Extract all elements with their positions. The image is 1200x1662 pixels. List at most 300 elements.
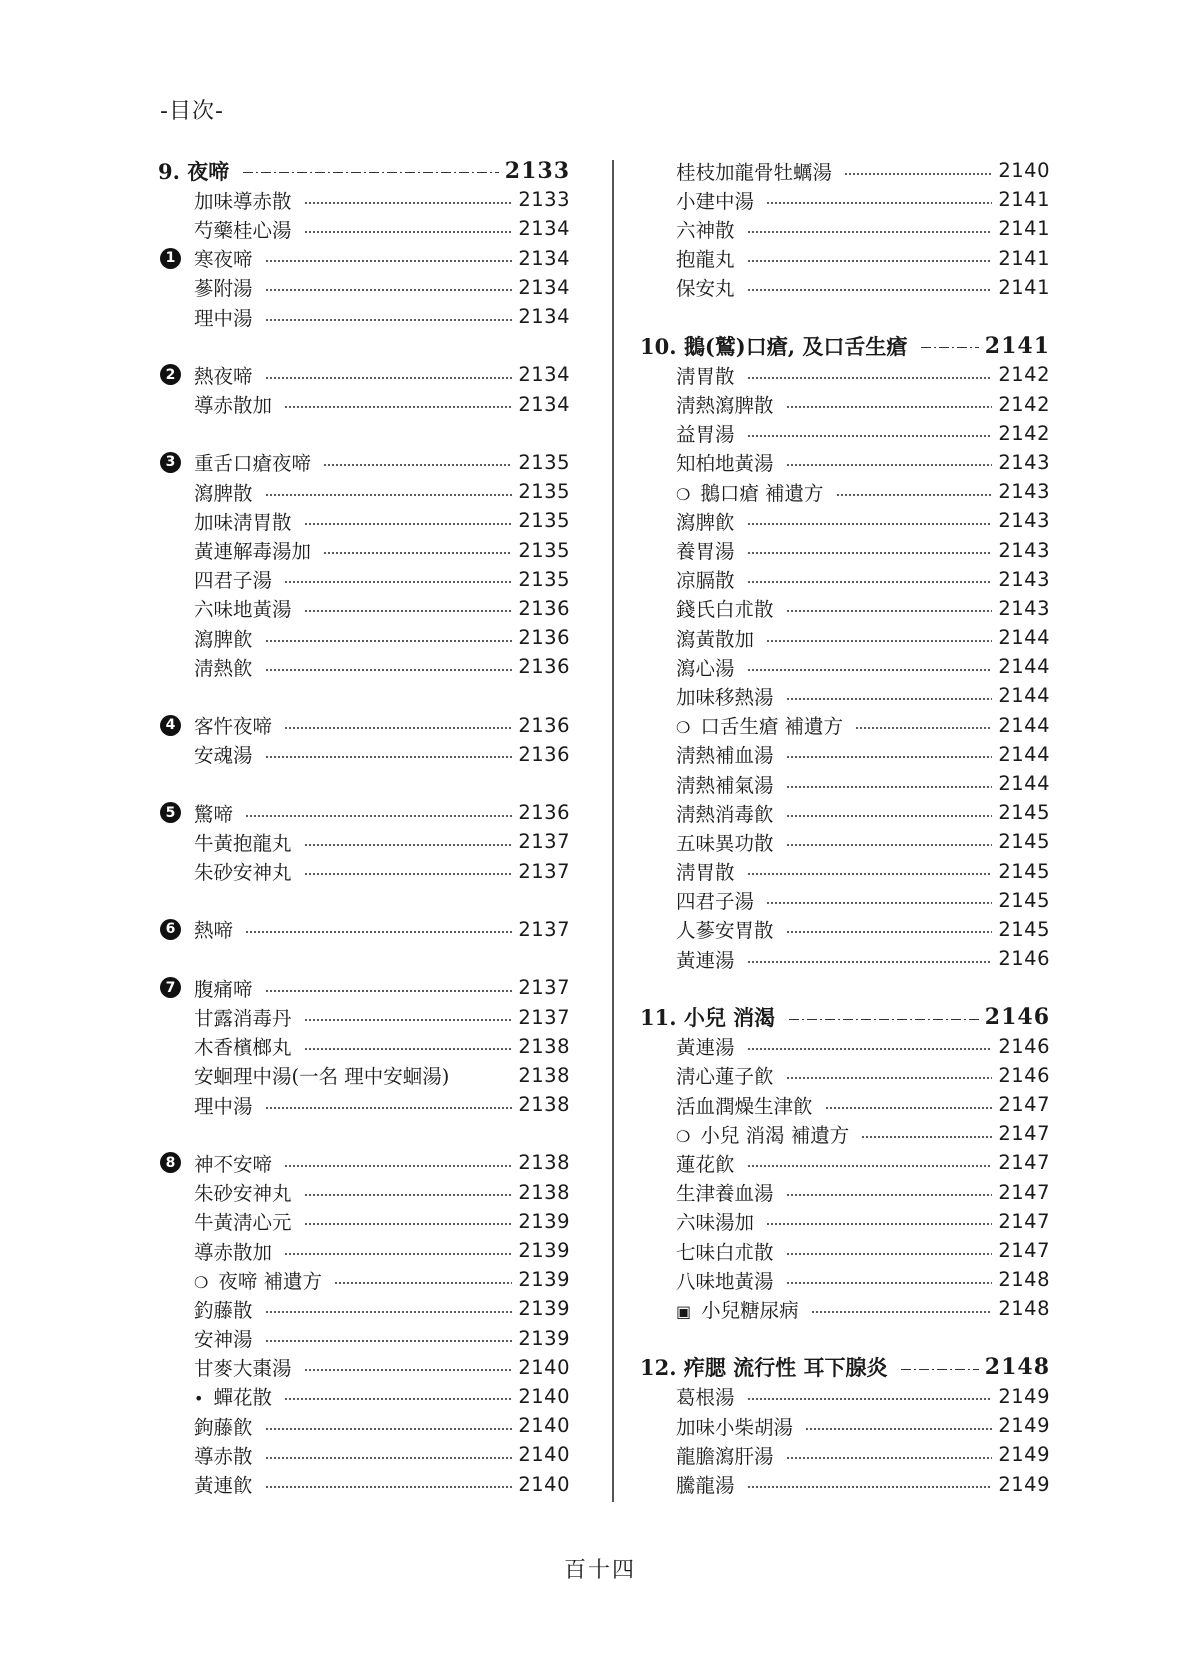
page-number: 2138: [518, 1151, 570, 1175]
entry-text: 蔘附湯: [194, 277, 253, 301]
dot-leader: [844, 173, 992, 175]
toc-entry[interactable]: [640, 506, 1050, 535]
page-number: 2143: [998, 538, 1050, 562]
section-number: 12.: [640, 1355, 677, 1381]
entry-label: [676, 1441, 786, 1469]
hollow-circle-icon: ❍: [676, 1126, 691, 1146]
entry-text: 導赤散加: [194, 1240, 273, 1264]
dot-leader: [304, 1223, 513, 1225]
entry-label: [194, 1295, 265, 1323]
entry-text: 八味地黃湯: [676, 1269, 774, 1293]
toc-entry[interactable]: [640, 1440, 1050, 1469]
toc-entry[interactable]: [158, 1353, 570, 1382]
entry-text: 夜啼 補遺方: [218, 1269, 323, 1293]
entry-text: 朱砂安神丸: [194, 1182, 292, 1206]
entry-text: 瀉脾飮: [676, 510, 735, 534]
page-number: 2141: [998, 275, 1050, 299]
dash-leader: [901, 1369, 978, 1370]
page-number: 2144: [998, 742, 1050, 766]
entry-text: 熱啼: [194, 919, 234, 943]
section-title: [640, 331, 921, 361]
toc-entry[interactable]: [640, 185, 1050, 214]
toc-entry[interactable]: [640, 565, 1050, 594]
toc-entry[interactable]: [158, 1265, 570, 1294]
toc-entry[interactable]: [158, 1148, 570, 1177]
entry-label: [676, 770, 786, 798]
toc-entry[interactable]: [640, 798, 1050, 827]
dot-leader: [265, 1340, 513, 1342]
page-number: 2147: [998, 1239, 1050, 1263]
toc-entry[interactable]: [640, 156, 1050, 185]
toc-entry[interactable]: [640, 1090, 1050, 1119]
dot-leader: [786, 1253, 993, 1255]
entry-text: 鵝口瘡 補遺方: [700, 481, 824, 505]
square-box-icon: ▣: [676, 1301, 692, 1321]
entry-label: [194, 1207, 304, 1235]
entry-text: 朱砂安神丸: [194, 861, 292, 885]
entry-text: 導赤散加: [194, 394, 273, 418]
page-number: 2135: [518, 480, 570, 504]
dot-leader: [265, 1457, 513, 1459]
section-number: 9.: [158, 158, 180, 184]
entry-label: [194, 594, 304, 622]
entry-label: [676, 244, 747, 272]
dot-leader: [766, 1223, 992, 1225]
toc-entry[interactable]: [158, 1440, 570, 1469]
section-title: [640, 1352, 901, 1382]
toc-entry[interactable]: [640, 623, 1050, 652]
entry-label: [194, 1149, 284, 1177]
page-number: 2141: [998, 217, 1050, 241]
toc-entry[interactable]: [158, 1294, 570, 1323]
page-number: 2136: [518, 596, 570, 620]
entry-text: 保安丸: [676, 277, 735, 301]
entry-label: [676, 799, 786, 827]
dot-leader: [786, 1077, 993, 1079]
page-number: 2136: [518, 655, 570, 679]
toc-entry[interactable]: [158, 506, 570, 535]
entry-text: 牛黃淸心元: [194, 1211, 292, 1235]
toc-entry[interactable]: [640, 1207, 1050, 1236]
toc-entry[interactable]: [640, 681, 1050, 710]
dot-leader: [304, 202, 513, 204]
toc-section-heading[interactable]: [640, 331, 1050, 360]
dot-leader: [786, 1457, 993, 1459]
entry-text: 淸心蓮子飮: [676, 1065, 774, 1089]
entry-label: [194, 1003, 304, 1031]
page-number: 2143: [998, 567, 1050, 591]
toc-entry[interactable]: [640, 711, 1050, 740]
page-number: 2136: [518, 626, 570, 650]
entry-text: 寒夜啼: [194, 248, 253, 272]
entry-text: 桂枝加龍骨牡蠣湯: [676, 160, 833, 184]
toc-entry[interactable]: [158, 448, 570, 477]
toc-entry[interactable]: [640, 390, 1050, 419]
entry-text: 五味異功散: [676, 831, 774, 855]
dot-leader: [747, 1486, 993, 1488]
toc-entry[interactable]: [158, 857, 570, 886]
page-number: 2142: [998, 421, 1050, 445]
toc-entry[interactable]: [640, 244, 1050, 273]
page-number: 2138: [518, 1063, 570, 1087]
dot-leader: [786, 931, 993, 933]
entry-text: 淸熱瀉脾散: [676, 394, 774, 418]
entry-label: [194, 1382, 284, 1410]
entry-label: [676, 565, 747, 593]
dot-leader: [284, 1398, 512, 1400]
dot-leader: [747, 581, 993, 583]
page-number: 2144: [998, 655, 1050, 679]
page-number: 2135: [518, 538, 570, 562]
entry-marker: [158, 364, 194, 385]
toc-section-heading[interactable]: [158, 156, 570, 185]
dot-leader: [245, 931, 512, 933]
page-number: 2149: [998, 1414, 1050, 1438]
toc-entry[interactable]: [640, 1294, 1050, 1323]
entry-text: 凉膈散: [676, 569, 735, 593]
toc-spacer: [640, 1324, 1050, 1353]
toc-entry[interactable]: [158, 185, 570, 214]
toc-entry[interactable]: [158, 1090, 570, 1119]
circled-number-icon: 1: [160, 248, 181, 269]
page-number: 2146: [998, 1034, 1050, 1058]
entry-text: 黃連飮: [194, 1474, 253, 1498]
toc-entry[interactable]: [158, 1469, 570, 1498]
dot-leader: [304, 873, 513, 875]
dot-leader: [304, 1048, 513, 1050]
entry-label: [676, 157, 844, 185]
toc-entry[interactable]: [158, 915, 570, 944]
dot-leader: [747, 552, 993, 554]
circled-number-icon: 7: [160, 977, 181, 998]
entry-text: 客忤夜啼: [194, 715, 273, 739]
entry-text: 牛黃抱龍丸: [194, 831, 292, 855]
page-number: 2148: [998, 1268, 1050, 1292]
toc-entry[interactable]: [640, 827, 1050, 856]
toc-entry[interactable]: [158, 1382, 570, 1411]
page-number: 2134: [518, 275, 570, 299]
toc-left-column: [158, 156, 570, 1499]
page-number: 2144: [998, 684, 1050, 708]
page-number: 2139: [518, 1239, 570, 1263]
page-number: 2146: [998, 1063, 1050, 1087]
entry-text: 木香檳榔丸: [194, 1036, 292, 1060]
entry-text: 加味小柴胡湯: [676, 1415, 794, 1439]
toc-entry[interactable]: [158, 973, 570, 1002]
toc-entry[interactable]: [640, 594, 1050, 623]
toc-entry[interactable]: [640, 1119, 1050, 1148]
dot-leader: [836, 494, 993, 496]
entry-label: [194, 1266, 334, 1294]
toc-entry[interactable]: [640, 652, 1050, 681]
section-title: [640, 1002, 789, 1032]
page-number: 2145: [998, 859, 1050, 883]
entry-text: 四君子湯: [194, 569, 273, 593]
toc-entry[interactable]: [158, 535, 570, 564]
section-title: [158, 156, 243, 186]
toc-entry[interactable]: [640, 857, 1050, 886]
section-label: 痄腮 流行性 耳下腺炎: [683, 1355, 888, 1381]
toc-entry[interactable]: [640, 477, 1050, 506]
entry-text: 瀉脾散: [194, 481, 253, 505]
entry-marker: [158, 715, 194, 736]
entry-label: [676, 448, 786, 476]
entry-label: [676, 419, 747, 447]
toc-entry[interactable]: [158, 244, 570, 273]
entry-text: 安魂湯: [194, 744, 253, 768]
toc-entry[interactable]: [640, 1178, 1050, 1207]
page-number: 2147: [998, 1151, 1050, 1175]
toc-entry[interactable]: [158, 390, 570, 419]
dot-leader: [747, 435, 993, 437]
toc-entry[interactable]: [640, 1382, 1050, 1411]
entry-label: [676, 915, 786, 943]
toc-entry[interactable]: [640, 1061, 1050, 1090]
toc-entry[interactable]: [158, 1061, 570, 1090]
dash-leader: [789, 1019, 979, 1020]
toc-entry[interactable]: [640, 1148, 1050, 1177]
entry-text: 黃連解毒湯加: [194, 540, 312, 564]
entry-text: 重舌口瘡夜啼: [194, 452, 312, 476]
page-number: 2147: [998, 1209, 1050, 1233]
entry-text: 龍膽瀉肝湯: [676, 1444, 774, 1468]
toc-entry[interactable]: [640, 448, 1050, 477]
dot-leader: [265, 669, 513, 671]
dot-leader: [747, 961, 993, 963]
page-number: 2141: [998, 188, 1050, 212]
page-number: 2136: [518, 801, 570, 825]
entry-label: [194, 1353, 304, 1381]
dot-leader: [766, 202, 992, 204]
entry-marker: [158, 802, 194, 823]
entry-label: [194, 711, 284, 739]
toc-entry[interactable]: [640, 360, 1050, 389]
toc-entry[interactable]: [158, 740, 570, 769]
entry-text: 六神散: [676, 218, 735, 242]
entry-text: 安蛔理中湯(一名 理中安蛔湯): [194, 1065, 450, 1089]
entry-text: 瀉心湯: [676, 656, 735, 680]
page-number: 2135: [518, 509, 570, 533]
toc-entry[interactable]: [640, 944, 1050, 973]
entry-label: [676, 1178, 786, 1206]
entry-label: [194, 1091, 265, 1119]
dot-leader: [334, 1282, 512, 1284]
toc-entry[interactable]: [158, 360, 570, 389]
page-number: 2134: [518, 363, 570, 387]
toc-entry[interactable]: [158, 1411, 570, 1440]
entry-label: [676, 1061, 786, 1089]
page-number: 2146: [984, 1004, 1050, 1031]
entry-text: 腹痛啼: [194, 977, 253, 1001]
entry-label: [676, 507, 747, 535]
entry-text: 芍藥桂心湯: [194, 218, 292, 242]
toc-entry[interactable]: [158, 652, 570, 681]
dot-leader: [766, 902, 992, 904]
dot-leader: [304, 844, 513, 846]
entry-marker: [158, 1152, 194, 1173]
page-number: 2145: [998, 888, 1050, 912]
entry-text: 導赤散: [194, 1444, 253, 1468]
entry-text: 六味湯加: [676, 1211, 755, 1235]
dot-leader: [304, 1019, 513, 1021]
toc-entry[interactable]: [158, 827, 570, 856]
entry-label: [194, 1061, 461, 1089]
entry-label: [194, 1470, 265, 1498]
page-number: 2145: [998, 830, 1050, 854]
entry-label: [194, 857, 304, 885]
dot-leader: [786, 756, 993, 758]
entry-label: [676, 478, 836, 506]
hollow-circle-icon: ❍: [676, 484, 691, 504]
entry-text: 益胃湯: [676, 423, 735, 447]
column-divider: [612, 160, 614, 1502]
toc-entry[interactable]: [158, 1178, 570, 1207]
page-number: 2148: [984, 1354, 1050, 1381]
toc-entry[interactable]: [158, 623, 570, 652]
toc-section-heading[interactable]: [640, 1002, 1050, 1031]
dot-leader: [786, 698, 993, 700]
page-number: 2135: [518, 450, 570, 474]
toc-entry[interactable]: [640, 1265, 1050, 1294]
page-number: 2140: [998, 159, 1050, 183]
entry-text: 黃連湯: [676, 1036, 735, 1060]
page-number: 2134: [518, 392, 570, 416]
dot-leader: [265, 1107, 513, 1109]
toc-entry[interactable]: [158, 1324, 570, 1353]
dot-leader: [284, 1165, 512, 1167]
entry-text: 加味移熱湯: [676, 685, 774, 709]
dot-leader: [747, 669, 993, 671]
entry-label: [676, 1149, 747, 1177]
toc-entry[interactable]: [158, 798, 570, 827]
toc-entry[interactable]: [640, 1236, 1050, 1265]
toc-entry[interactable]: [640, 1032, 1050, 1061]
page-number: 2144: [998, 713, 1050, 737]
entry-label: [194, 624, 265, 652]
entry-label: [676, 1412, 805, 1440]
page-number: 2141: [998, 246, 1050, 270]
toc-spacer: [640, 973, 1050, 1002]
dot-leader: [265, 1486, 513, 1488]
dot-leader: [786, 464, 993, 466]
dot-leader: [825, 1107, 993, 1109]
toc-spacer: [158, 681, 570, 710]
entry-label: [194, 244, 265, 272]
entry-label: [194, 1237, 284, 1265]
page-number: 2138: [518, 1180, 570, 1204]
toc-entry[interactable]: [640, 273, 1050, 302]
dot-leader: [284, 406, 512, 408]
entry-label: [194, 186, 304, 214]
dot-leader: [786, 1194, 993, 1196]
entry-label: [194, 1412, 265, 1440]
page-number: 2140: [518, 1384, 570, 1408]
dot-leader: [304, 1369, 513, 1371]
toc-entry[interactable]: [640, 419, 1050, 448]
page-number: 2142: [998, 363, 1050, 387]
entry-label: [194, 303, 265, 331]
toc-entry[interactable]: [158, 302, 570, 331]
entry-text: 淸熱飮: [194, 656, 253, 680]
toc-entry[interactable]: [158, 273, 570, 302]
dot-leader: [245, 815, 512, 817]
page-number: 2139: [518, 1268, 570, 1292]
toc-entry[interactable]: [640, 769, 1050, 798]
entry-label: [194, 1032, 304, 1060]
toc-entry[interactable]: [158, 1236, 570, 1265]
dot-leader: [786, 844, 993, 846]
toc-section-heading[interactable]: [640, 1353, 1050, 1382]
toc-entry[interactable]: [640, 1469, 1050, 1498]
toc-entry[interactable]: [640, 214, 1050, 243]
dot-leader: [304, 1194, 513, 1196]
entry-marker: [158, 248, 194, 269]
toc-entry[interactable]: [640, 915, 1050, 944]
toc-spacer: [640, 302, 1050, 331]
page-number: 2148: [998, 1297, 1050, 1321]
toc-spacer: [158, 886, 570, 915]
page-number: 2138: [518, 1093, 570, 1117]
toc-entry[interactable]: [158, 477, 570, 506]
entry-label: [194, 536, 323, 564]
page-number: 2146: [998, 947, 1050, 971]
entry-label: [676, 1120, 861, 1148]
page-number: 2139: [518, 1297, 570, 1321]
hollow-circle-icon: ❍: [194, 1272, 209, 1292]
entry-text: 騰龍湯: [676, 1474, 735, 1498]
circled-number-icon: 3: [160, 452, 181, 473]
page-number: 2147: [998, 1122, 1050, 1146]
page-number: 2134: [518, 217, 570, 241]
toc-entry[interactable]: [158, 711, 570, 740]
toc-entry[interactable]: [640, 535, 1050, 564]
toc-entry[interactable]: [158, 1207, 570, 1236]
entry-label: [194, 361, 265, 389]
page-number: 2144: [998, 626, 1050, 650]
page-number: 2133: [518, 188, 570, 212]
toc-entry[interactable]: [640, 1411, 1050, 1440]
entry-text: 加味淸胃散: [194, 510, 292, 534]
entry-label: [676, 186, 766, 214]
entry-label: [676, 1382, 747, 1410]
entry-text: 瀉黃散加: [676, 627, 755, 651]
dot-leader: [747, 873, 993, 875]
entry-text: 四君子湯: [676, 890, 755, 914]
entry-label: [676, 594, 786, 622]
section-number: 11.: [640, 1005, 677, 1031]
toc-entry[interactable]: [158, 1032, 570, 1061]
toc-entry[interactable]: [158, 594, 570, 623]
entry-label: [676, 215, 747, 243]
entry-label: [194, 740, 265, 768]
toc-entry[interactable]: [640, 886, 1050, 915]
toc-entry[interactable]: [640, 740, 1050, 769]
page-number: 2143: [998, 596, 1050, 620]
dot-leader: [265, 756, 513, 758]
entry-label: [676, 740, 786, 768]
toc-entry[interactable]: [158, 1002, 570, 1031]
dot-leader: [265, 640, 513, 642]
toc-entry[interactable]: [158, 565, 570, 594]
entry-text: 淸胃散: [676, 861, 735, 885]
toc-entry[interactable]: [158, 214, 570, 243]
dot-leader: [323, 552, 512, 554]
entry-text: 葛根湯: [676, 1386, 735, 1410]
entry-label: [194, 1441, 265, 1469]
entry-label: [676, 1295, 811, 1323]
page-number: 2144: [998, 772, 1050, 796]
page-number: 2139: [518, 1209, 570, 1233]
